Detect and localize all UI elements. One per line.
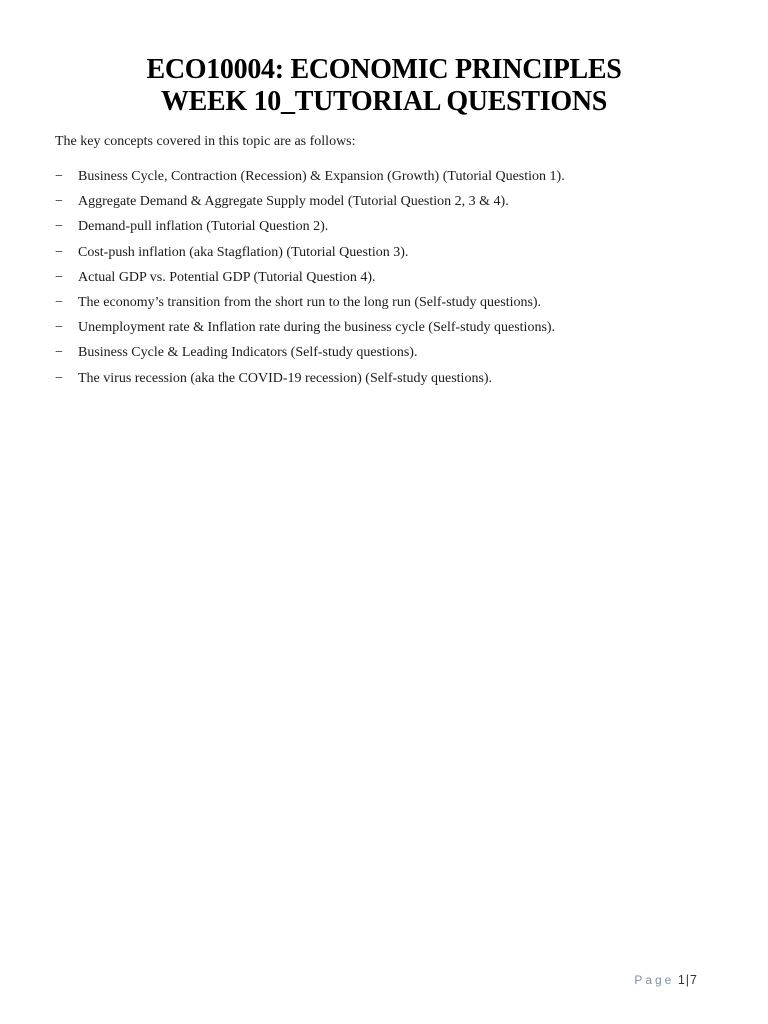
bullet-dash: − xyxy=(55,194,63,210)
concept-text: The economy’s transition from the short run to the long run (Self-study questions). xyxy=(78,294,542,310)
list-item xyxy=(55,344,735,369)
concept-text: Cost-push inflation (aka Stagflation) (Tutorial Question 3). xyxy=(78,244,409,260)
concept-text: Unemployment rate & Inflation rate during the business cycle (Self-study questions). xyxy=(78,320,556,336)
concept-text: The virus recession (aka the COVID-19 recession) (Self-study questions). xyxy=(78,370,493,386)
list-item xyxy=(55,319,735,344)
page-label: Page xyxy=(634,973,675,987)
concept-text: Aggregate Demand & Aggregate Supply model (Tutorial Question 2, 3 & 4). xyxy=(78,194,509,210)
list-item xyxy=(55,370,735,395)
page-footer xyxy=(634,971,697,990)
concept-text: Business Cycle, Contraction (Recession) & Expansion (Growth) (Tutorial Question 1). xyxy=(78,169,565,184)
title-line-week: WEEK 10_TUTORIAL QUESTIONS xyxy=(160,86,608,117)
bullet-dash: − xyxy=(55,370,63,386)
concept-text: Demand-pull inflation (Tutorial Question 2). xyxy=(78,219,329,235)
list-item xyxy=(55,218,735,243)
page-title xyxy=(0,54,768,118)
list-item xyxy=(55,244,735,269)
bullet-dash: − xyxy=(55,345,63,361)
list-item xyxy=(55,269,735,294)
concept-text: Actual GDP vs. Potential GDP (Tutorial Question 4). xyxy=(78,269,376,285)
intro-text: The key concepts covered in this topic are as follows: xyxy=(55,134,356,149)
bullet-dash: − xyxy=(55,269,63,285)
bullet-dash: − xyxy=(55,219,63,235)
concept-text: Business Cycle & Leading Indicators (Self-study questions). xyxy=(78,345,418,361)
list-item xyxy=(55,294,735,319)
bullet-dash: − xyxy=(55,244,63,260)
bullet-dash: − xyxy=(55,320,63,336)
total-page-count: 7 xyxy=(690,973,697,987)
bullet-dash: − xyxy=(55,169,63,184)
title-line-course: ECO10004: ECONOMIC PRINCIPLES xyxy=(146,54,622,85)
page-separator: | xyxy=(685,973,690,987)
current-page-number: 1 xyxy=(677,973,685,987)
list-item xyxy=(55,193,735,218)
list-item xyxy=(55,168,735,193)
bullet-dash: − xyxy=(55,294,63,310)
concept-list xyxy=(55,168,735,395)
